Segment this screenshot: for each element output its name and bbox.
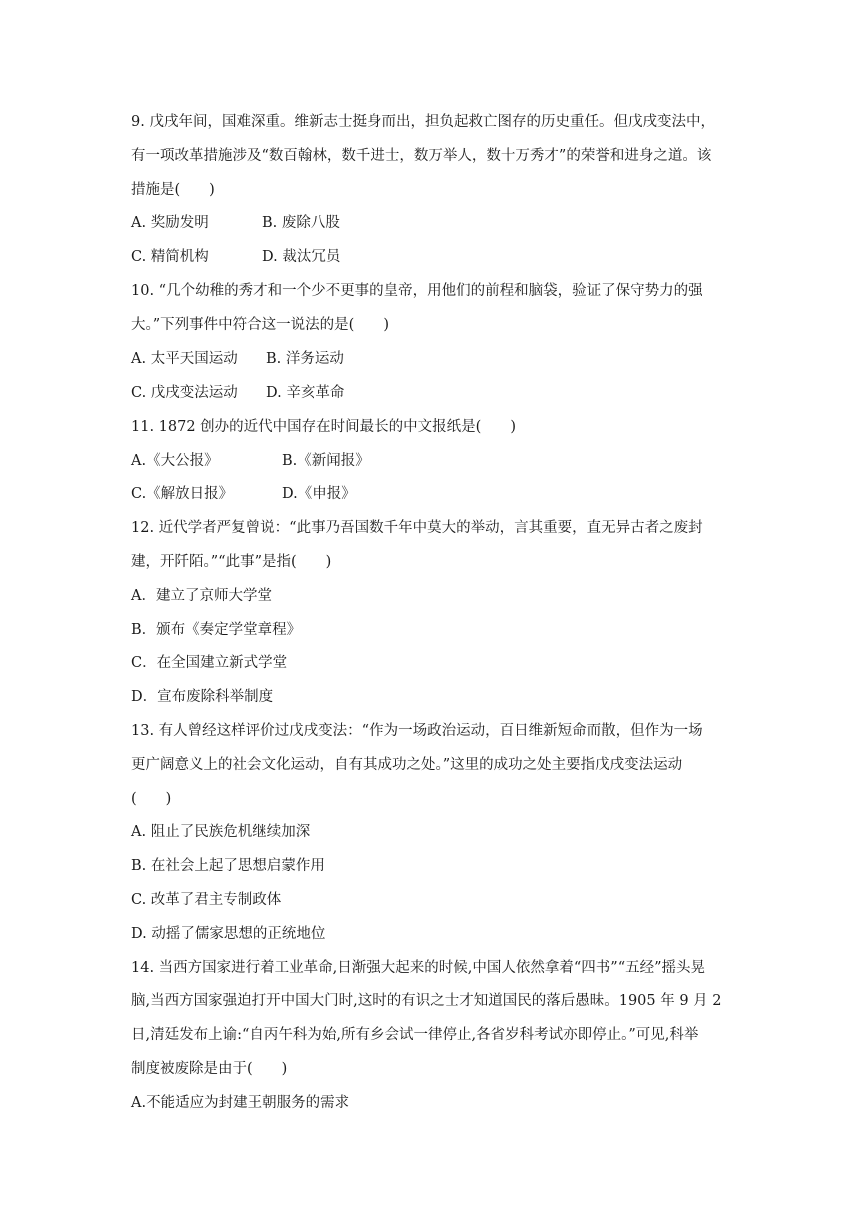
q13-option-c: C. 改革了君主专制政体 bbox=[131, 892, 282, 908]
q9-line-1: 9. 戊戌年间，国难深重。维新志士挺身而出，担负起救亡图存的历史重任。但戊戌变法中， bbox=[131, 114, 715, 130]
q11-option-b: B.《新闻报》 bbox=[282, 453, 370, 469]
q9-option-a: A. 奖励发明 bbox=[131, 215, 209, 231]
q13-option-d: D. 动摇了儒家思想的正统地位 bbox=[131, 926, 326, 942]
q10-line-2: 大。”下列事件中符合这一说法的是( ) bbox=[131, 317, 389, 333]
q13-option-a: A. 阻止了民族危机继续加深 bbox=[131, 824, 311, 840]
q10-option-b: B. 洋务运动 bbox=[266, 351, 344, 367]
q9-option-d: D. 裁汰冗员 bbox=[262, 249, 341, 265]
q11-option-d: D.《申报》 bbox=[282, 486, 356, 502]
q13-line-2: 更广阔意义上的社会文化运动，自有其成功之处。”这里的成功之处主要指戊戌变法运动 bbox=[131, 757, 683, 773]
q12-line-1: 12. 近代学者严复曾说：“此事乃吾国数千年中莫大的举动，言其重要，直无异古者之废封 bbox=[131, 520, 703, 536]
q14-line-3: 日,清廷发布上谕:“自丙午科为始,所有乡会试一律停止,各省岁科考试亦即停止。”可见,科举 bbox=[131, 1027, 699, 1043]
q14-option-a: A.不能适应为封建王朝服务的需求 bbox=[131, 1095, 350, 1111]
q11-line-1: 11. 1872 创办的近代中国存在时间最长的中文报纸是( ) bbox=[131, 419, 516, 435]
q12-option-b: B．颁布《奏定学堂章程》 bbox=[131, 622, 302, 638]
q10-option-c: C. 戊戌变法运动 bbox=[131, 385, 238, 401]
q11-option-a: A.《大公报》 bbox=[131, 453, 219, 469]
q9-option-b: B. 废除八股 bbox=[262, 215, 340, 231]
q14-line-4: 制度被废除是由于( ) bbox=[131, 1061, 288, 1077]
q10-option-a: A. 太平天国运动 bbox=[131, 351, 238, 367]
q10-option-d: D. 辛亥革命 bbox=[266, 385, 345, 401]
q12-option-a: A．建立了京师大学堂 bbox=[131, 588, 272, 604]
q11-option-c: C.《解放日报》 bbox=[131, 486, 234, 502]
q14-line-1: 14. 当西方国家进行着工业革命,日渐强大起来的时候,中国人依然拿着“四书”“五经”摇头晃 bbox=[131, 960, 706, 976]
q12-line-2: 建，开阡陌。”“此事”是指( ) bbox=[131, 554, 332, 570]
q9-line-2: 有一项改革措施涉及“数百翰林，数千进士，数万举人，数十万秀才”的荣誉和进身之道。该 bbox=[131, 148, 712, 164]
q10-line-1: 10. “几个幼稚的秀才和一个少不更事的皇帝，用他们的前程和脑袋，验证了保守势力的强 bbox=[131, 283, 703, 299]
q12-option-c: C．在全国建立新式学堂 bbox=[131, 655, 288, 671]
q9-option-c: C. 精简机构 bbox=[131, 249, 209, 265]
q13-line-1: 13. 有人曾经这样评价过戊戌变法：“作为一场政治运动，百日维新短命而散，但作为一场 bbox=[131, 723, 703, 739]
q12-option-d: D．宣布废除科举制度 bbox=[131, 689, 274, 705]
q14-line-2: 脑,当西方国家强迫打开中国大门时,这时的有识之士才知道国民的落后愚昧。1905 年 9 月 2 bbox=[131, 993, 722, 1009]
q9-line-3: 措施是( ) bbox=[131, 182, 215, 198]
q13-option-b: B. 在社会上起了思想启蒙作用 bbox=[131, 858, 325, 874]
q13-line-3: ( ) bbox=[131, 791, 172, 807]
